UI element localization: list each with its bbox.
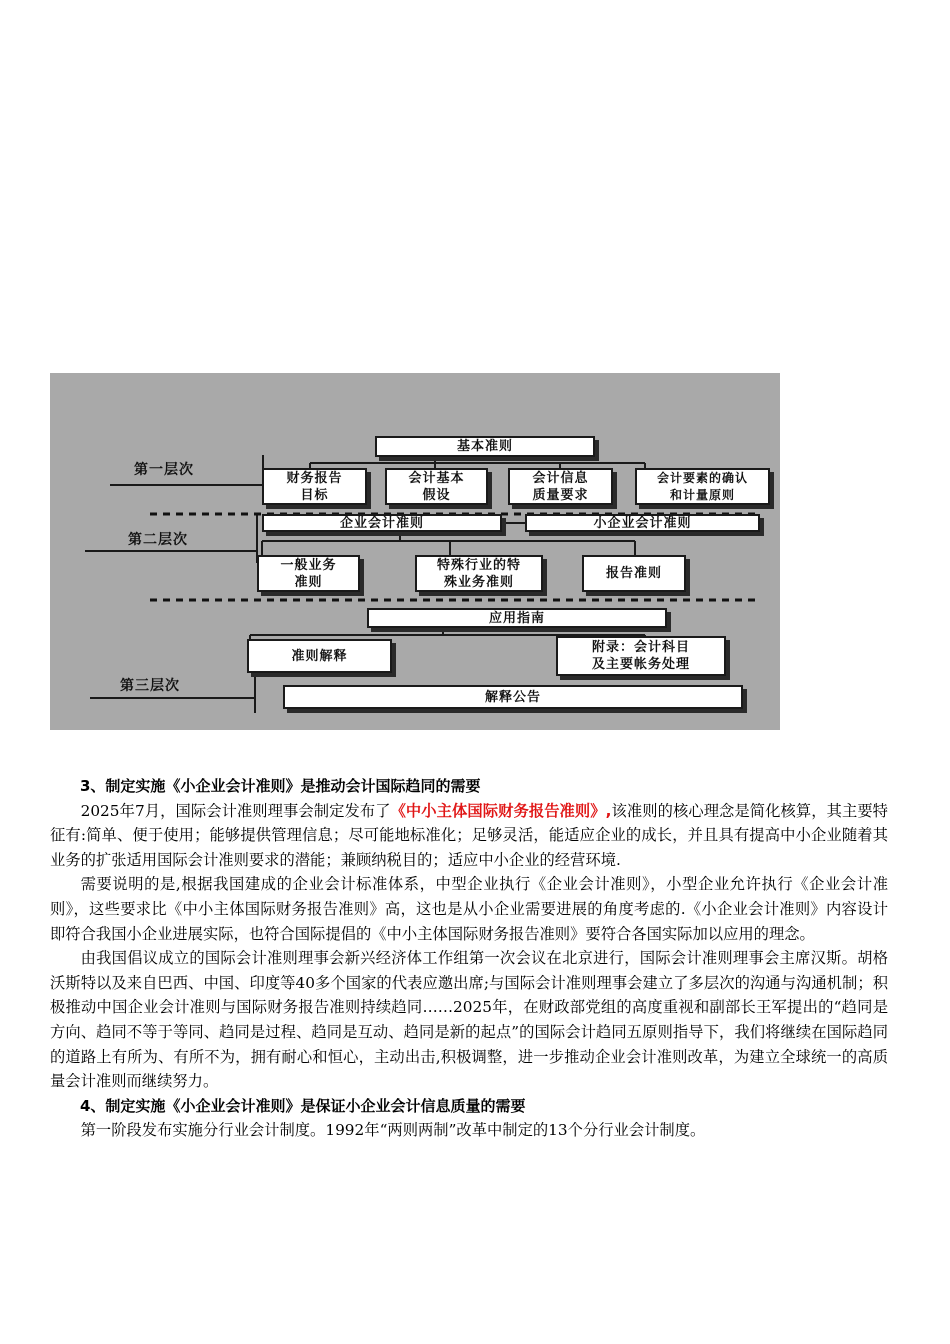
information-quality-box: 会计信息 质量要求: [508, 468, 613, 505]
interpretation-bulletin-box: 解释公告: [283, 685, 743, 709]
standard-interpretation-box: 准则解释: [247, 639, 392, 673]
general-business-standard-box: 一般业务 准则: [257, 555, 360, 592]
article-body: [50, 774, 888, 1143]
enterprise-standard-box: 企业会计准则: [262, 514, 502, 532]
level-1-label: 第一层次: [134, 462, 194, 478]
financial-report-goal-box: 财务报告 目标: [262, 468, 367, 505]
level-3-label: 第三层次: [120, 678, 180, 694]
appendix-box: 附录：会计科目 及主要帐务处理: [556, 636, 726, 676]
paragraph-3: 由我国倡议成立的国际会计准则理事会新兴经济体工作组第一次会议在北京进行，国际会计准则理事会主席汉斯。胡格沃斯特以及来自巴西、中国、印度等40多个国家的代表应邀出席;与国际会计准则理事会建立了多层次的沟通与沟通机制；积极推动中国企业会计准则与国际财务报告准则持续趋同……2025年，在财政部党组的高度重视和副部长王军提出的“趋同是方向、趋同不等于等同、趋同是过程、趋同是互动、趋同是新的起点”的国际会计趋同五原则指导下，我们将继续在国际趋同的道路上有所为、有所不为，拥有耐心和恒心，主动出击,积极调整，进一步推动企业会计准则改革，为建立全球统一的高质量会计准则而继续努力。: [50, 949, 888, 1091]
report-standard-box: 报告准则: [582, 555, 686, 592]
paragraph-4: 第一阶段发布实施分行业会计制度。1992年“两则两制”改革中制定的13个分行业会计制度。: [80, 1121, 706, 1140]
accounting-standards-hierarchy-diagram: [50, 373, 780, 730]
level-2-label: 第二层次: [128, 532, 188, 548]
ifrs-sme-title: 《中小主体国际财务报告准则》,: [390, 801, 612, 820]
application-guide-box: 应用指南: [367, 608, 667, 628]
section-3-heading: 3、制定实施《小企业会计准则》是推动会计国际趋同的需要: [80, 777, 481, 795]
small-enterprise-standard-box: 小企业会计准则: [525, 514, 760, 532]
paragraph-1-start: 2025年7月，国际会计准则理事会制定发布了: [80, 801, 391, 820]
section-4-heading: 4、制定实施《小企业会计准则》是保证小企业会计信息质量的需要: [80, 1096, 526, 1115]
special-industry-standard-box: 特殊行业的特 殊业务准则: [415, 555, 543, 592]
accounting-assumption-box: 会计基本 假设: [385, 468, 488, 505]
element-recognition-box: 会计要素的确认 和计量原则: [635, 468, 770, 505]
paragraph-1: [50, 799, 888, 873]
paragraph-1-end: 该准则的核心理念是简化核算，其主要特征有:简单、便于使用；能够提供管理信息；尽可能地标准化；足够灵活，能适应企业的成长，并且具有提高中小企业随着其业务的扩张适用国际会计准则要求的潜能；兼顾纳税目的；适应中小企业的经营环境.: [50, 801, 888, 869]
paragraph-2: 需要说明的是,根据我国建成的企业会计标准体系，中型企业执行《企业会计准则》，小型企业允许执行《企业会计准则》，这些要求比《中小主体国际财务报告准则》高，这也是从小企业需要进展的角度考虑的.《小企业会计准则》内容设计即符合我国小企业进展实际，也符合国际提倡的《中小主体国际财务报告准则》要符合各国实际加以应用的理念。: [50, 875, 888, 943]
basic-standard-box: 基本准则: [375, 436, 595, 457]
